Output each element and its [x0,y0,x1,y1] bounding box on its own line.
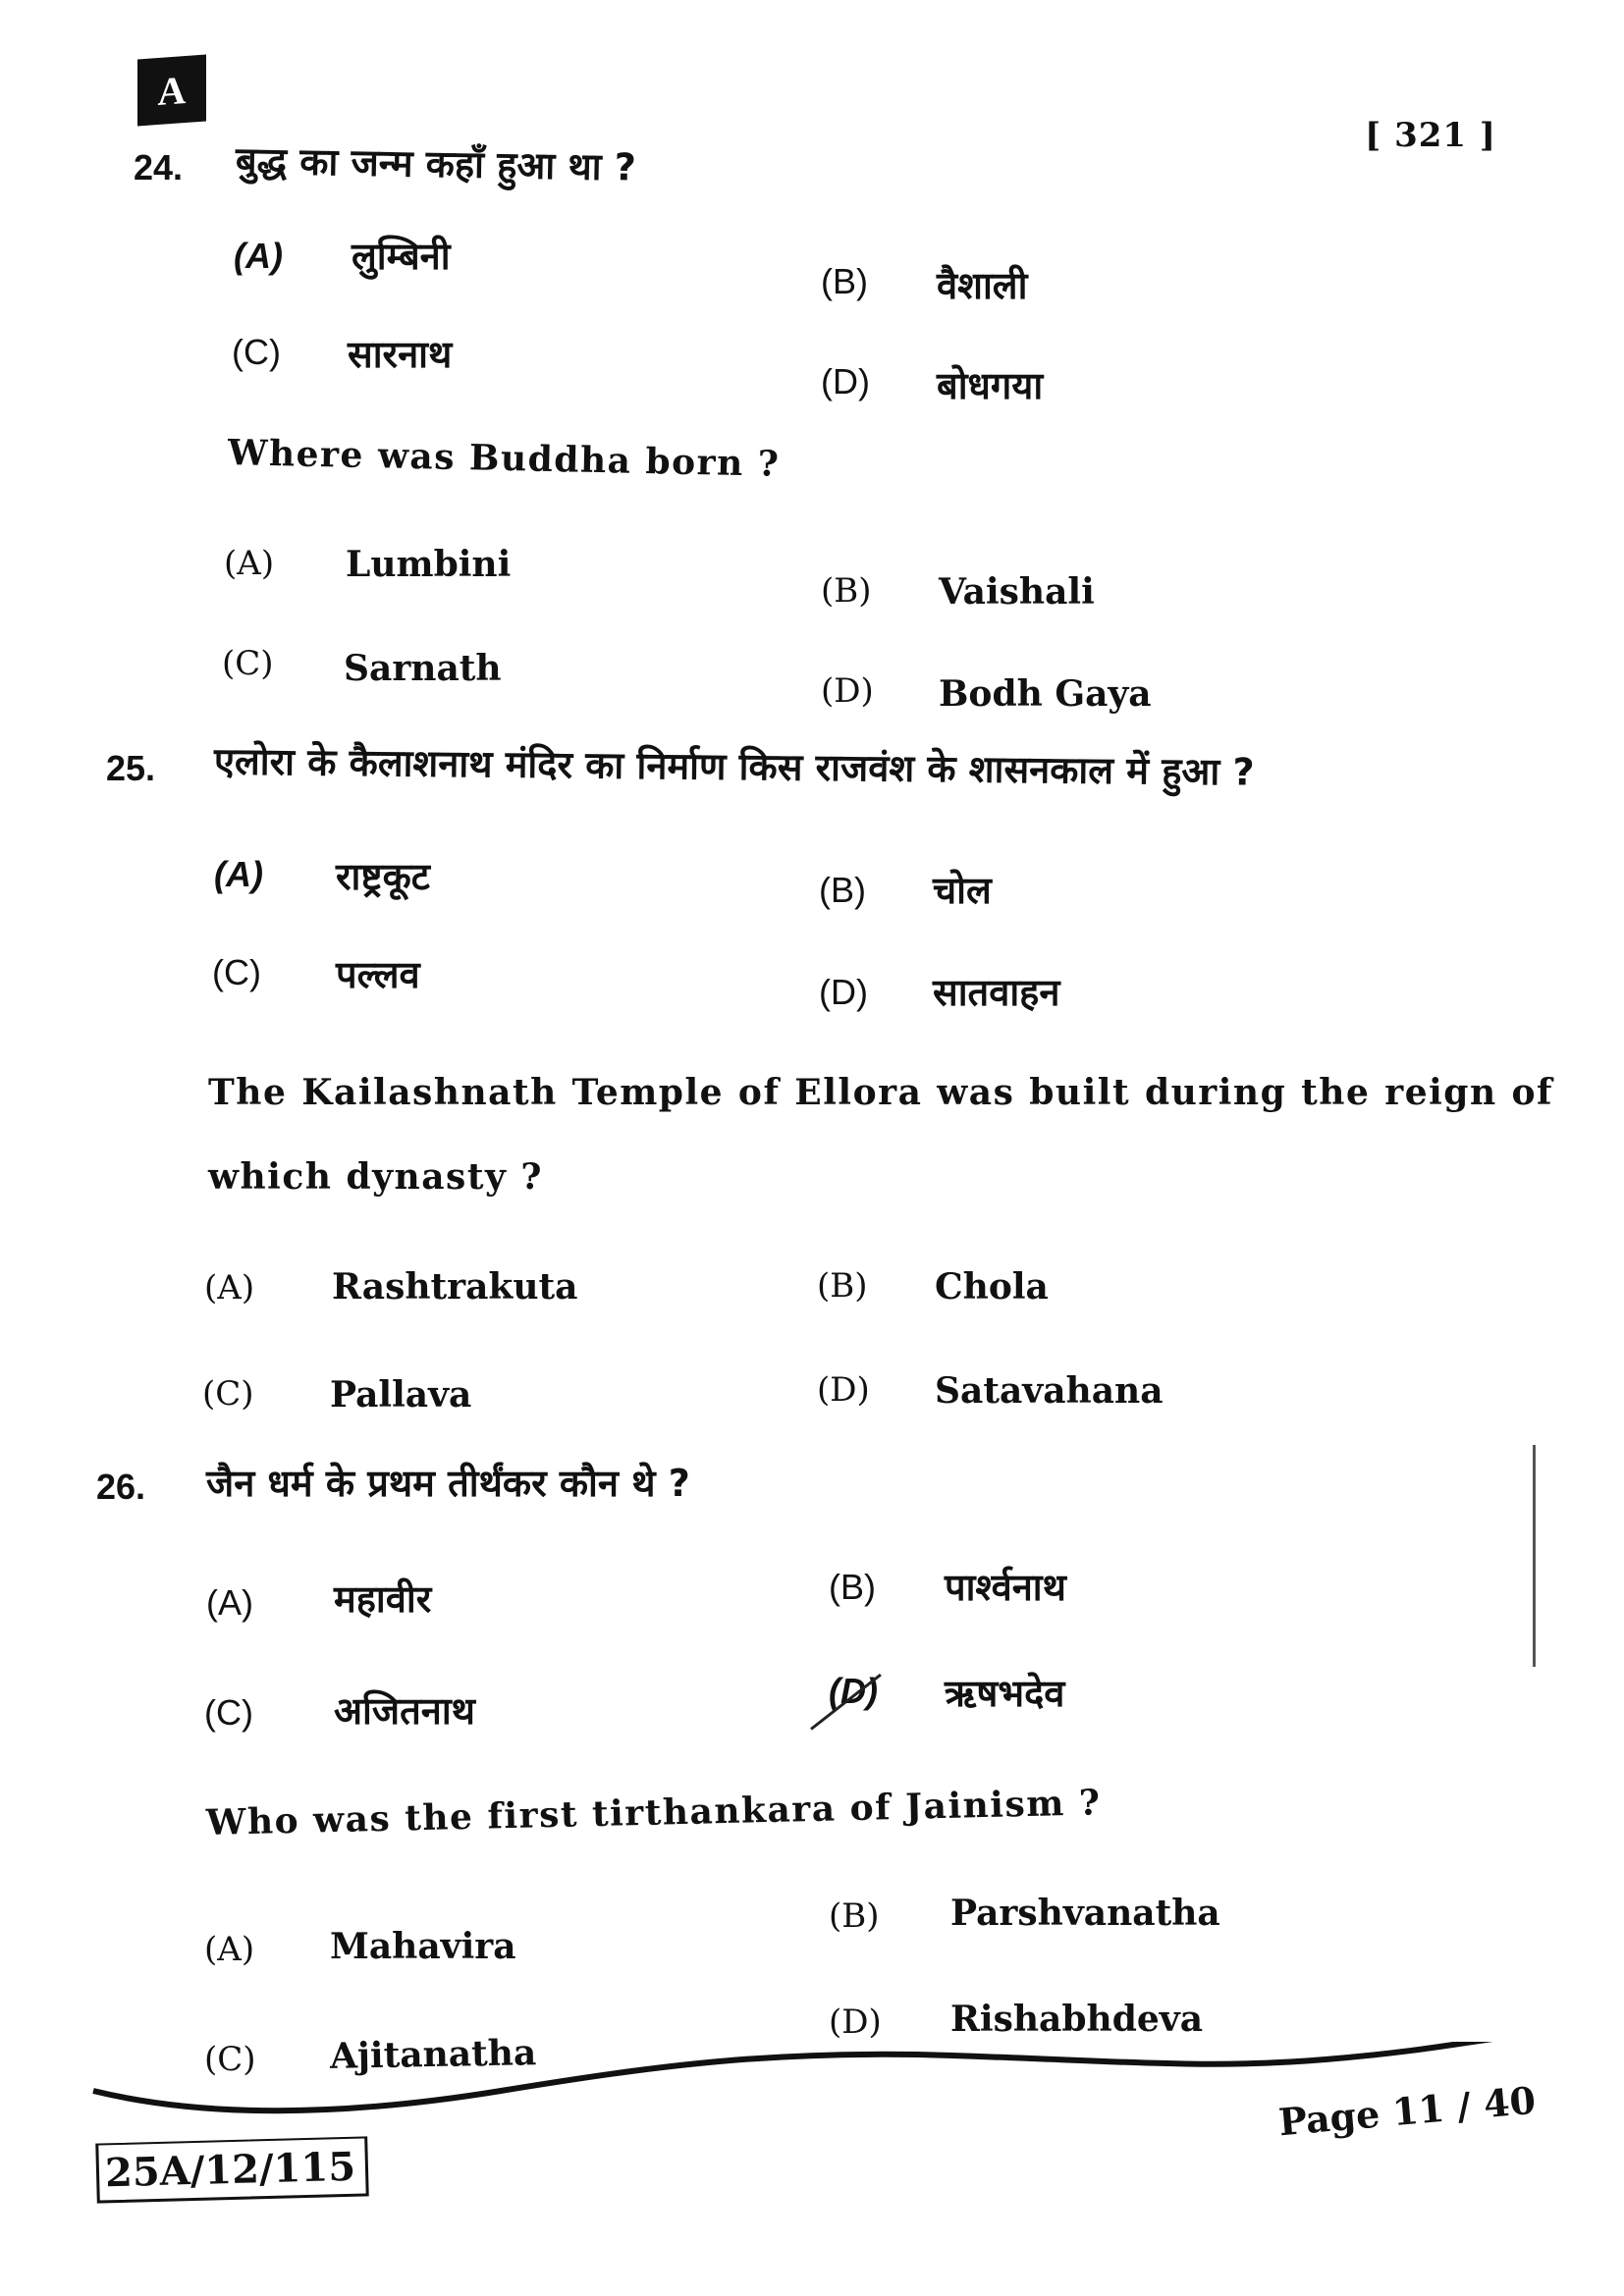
option-b-label: (B) [829,1896,880,1936]
option-d-english: Rishabhdeva [950,1999,1204,2040]
question-stem-hindi: एलोरा के कैलाशनाथ मंदिर का निर्माण किस राजवंश के शासनकाल में हुआ ? [213,739,1255,794]
set-badge [137,55,206,127]
option-c-label: (C) [212,952,261,992]
option-d-label: (D) [829,2002,882,2042]
option-b-label: (B) [829,1567,876,1607]
question-stem-hindi: बुद्ध का जन्म कहाँ हुआ था ? [235,138,637,189]
question-number: 24. [134,147,184,187]
option-b-label: (B) [819,870,866,910]
option-c-label: (C) [222,644,274,683]
set-label: A [157,67,187,114]
option-b-english: Parshvanatha [950,1893,1220,1934]
option-c-english: Sarnath [344,648,502,689]
option-a-hindi: राष्ट्रकूट [336,855,430,898]
option-c-english: Pallava [330,1374,472,1415]
option-b-english: Vaishali [939,571,1095,613]
option-b-label: (B) [817,1266,868,1306]
question-stem-english-line-1: The Kailashnath Temple of Ellora was built during the reign of [208,1072,1553,1113]
question-stem-english: Who was the first tirthankara of Jainism ? [205,1782,1102,1843]
option-a-hindi: महावीर [334,1577,432,1621]
option-c-label: (C) [232,332,281,372]
option-c-hindi: सारनाथ [348,333,453,376]
option-a-hindi: लुम्बिनी [352,235,451,278]
option-c-english: Ajitanatha [329,2032,537,2077]
option-b-label: (B) [821,571,872,611]
answer-mark-a: (A) [214,854,263,894]
option-a-label: (A) [204,1268,255,1308]
option-c-hindi: अजितनाथ [334,1689,475,1733]
option-a-english: Mahavira [330,1926,516,1967]
option-b-hindi: वैशाली [937,264,1028,307]
option-c-label: (C) [204,1692,253,1733]
option-a-label: (A) [224,544,275,583]
option-d-hindi: सातवाहन [933,971,1060,1014]
option-d-label: (D) [817,1370,870,1410]
option-b-english: Chola [935,1266,1049,1308]
option-b-hindi: पार्श्वनाथ [945,1566,1066,1609]
option-d-label: (D) [819,972,868,1012]
option-a-label: (A) [204,1930,255,1969]
question-number: 26. [96,1467,146,1507]
option-a-label: (A) [206,1582,253,1623]
answer-mark-d: (D) [829,1671,878,1711]
option-b-hindi: चोल [933,869,992,912]
booklet-code: 25A/12/115 [95,2136,369,2203]
question-stem-english: Where was Buddha born ? [227,432,781,485]
option-c-hindi: पल्लव [336,953,420,996]
answer-mark-a: (A) [234,236,283,276]
question-number: 25. [106,748,156,788]
option-d-label: (D) [821,361,870,401]
page-number: Page 11 / 40 [1276,2077,1538,2145]
option-b-label: (B) [821,261,868,301]
margin-line [1533,1445,1536,1667]
option-d-hindi: बोधगया [937,364,1044,407]
option-d-hindi: ऋषभदेव [945,1672,1065,1715]
paper-code: [ 321 ] [1365,116,1496,155]
option-c-label: (C) [204,2040,256,2079]
option-c-label: (C) [202,1374,254,1414]
option-d-english: Satavahana [935,1370,1164,1412]
option-a-english: Lumbini [346,544,512,585]
question-stem-hindi: जैन धर्म के प्रथम तीर्थंकर कौन थे ? [206,1462,690,1505]
option-d-english: Bodh Gaya [939,673,1152,715]
option-d-label: (D) [821,671,874,711]
question-stem-english-line-2: which dynasty ? [208,1156,543,1198]
option-a-english: Rashtrakuta [332,1266,578,1308]
